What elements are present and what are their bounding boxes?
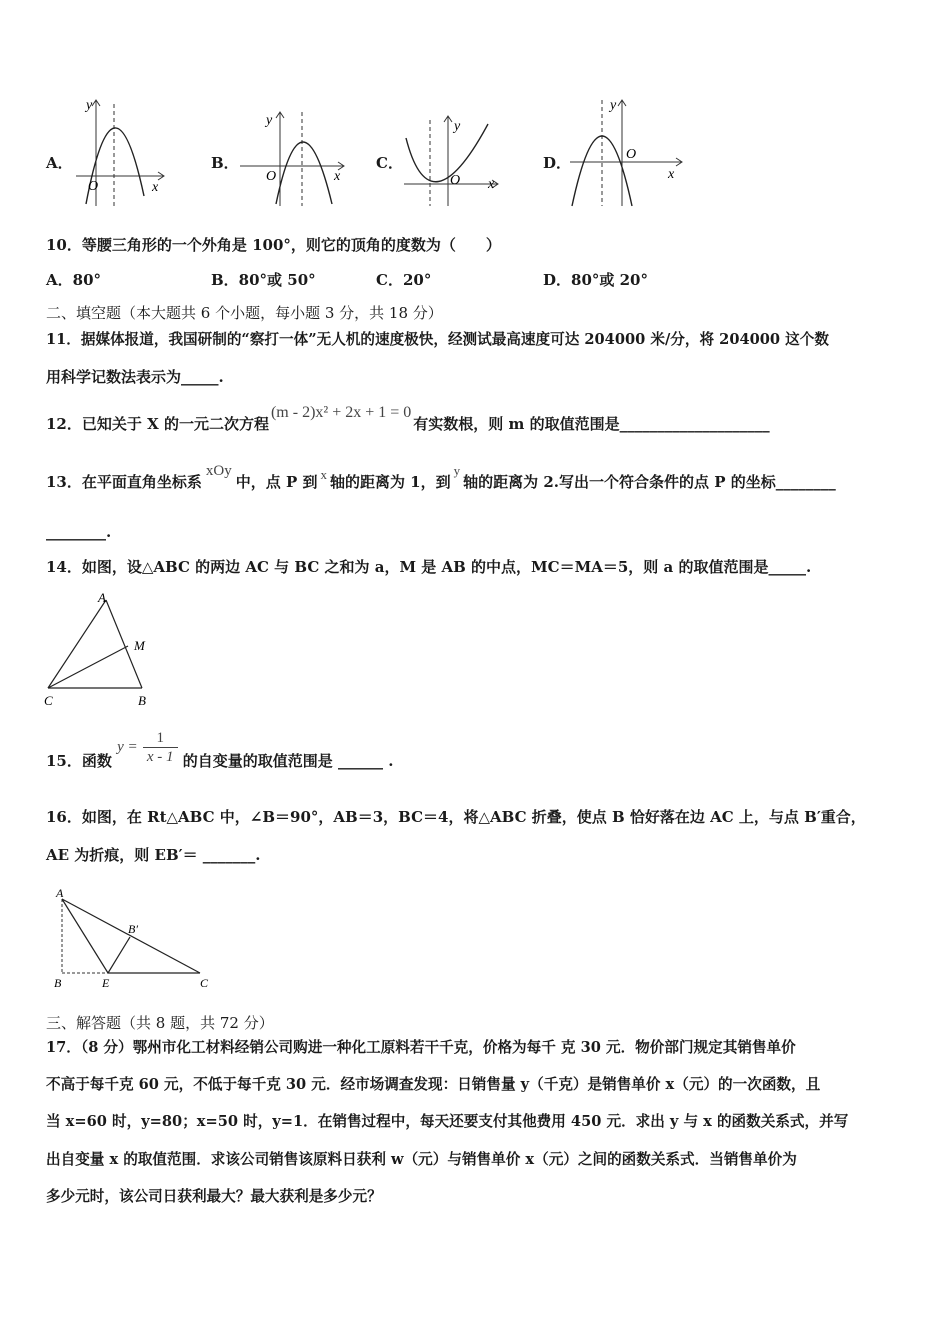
- q10-option-a: A．80°: [46, 271, 102, 289]
- q9-option-d-graph: [568, 96, 686, 208]
- q12-suffix: 有实数根，则 m 的取值范围是____________________: [413, 415, 770, 433]
- q13-math-y: y: [453, 463, 461, 478]
- q12-formula: (m - 2)x² + 2x + 1 = 0: [270, 404, 412, 421]
- q17-line4: 出自变量 x 的取值范围．求该公司销售该原料日获利 w（元）与销售单价 x（元）之间的函数关系式．当销售单价为: [46, 1151, 797, 1168]
- q9-option-c-graph: [402, 112, 504, 208]
- y-axis-label: y: [86, 98, 93, 113]
- q17-line5: 多少元时，该公司日获利最大？最大获利是多少元？: [46, 1188, 382, 1205]
- q13-line2: ________.: [46, 523, 112, 541]
- q15-line: [46, 724, 393, 769]
- point-e-label: E: [102, 976, 110, 990]
- q14-triangle-figure: [40, 588, 158, 712]
- point-b-prime-label: B′: [128, 922, 138, 936]
- q16-line2: AE 为折痕，则 EB′＝ _______.: [46, 846, 261, 864]
- q15-denominator: x - 1: [146, 748, 174, 765]
- origin-label: O: [266, 169, 277, 184]
- vertex-b-label: B: [138, 693, 146, 708]
- q13-line1: [46, 463, 836, 493]
- q10-option-b: B．80°或 50°: [211, 271, 316, 289]
- q9-option-c-label: C．: [376, 154, 403, 172]
- q12-prefix: 12．已知关于 X 的一元二次方程: [46, 415, 269, 433]
- q12-line: [46, 404, 770, 435]
- q11-line2: 用科学记数法表示为_____.: [46, 368, 224, 386]
- q17-line3: 当 x=60 时，y=80；x=50 时，y=1．在销售过程中，每天还要支付其他费用 450 元．求出 y 与 x 的函数关系式，并写: [46, 1113, 849, 1130]
- q11-line1: 11．据媒体报道，我国研制的“察打一体”无人机的速度极快，经测试最高速度可达 204000 米/分，将 204000 这个数: [46, 331, 829, 348]
- vertex-a-label: A: [98, 590, 106, 605]
- q13-math-x: x: [320, 467, 327, 482]
- origin-label: O: [450, 173, 461, 188]
- q13-text-1: 13．在平面直角坐标系: [46, 473, 202, 491]
- x-axis-label: x: [668, 167, 675, 182]
- q9-option-d-label: D．: [543, 154, 572, 172]
- q13-text-2: 中，点 P 到: [235, 473, 318, 491]
- vertex-c-label: C: [44, 693, 53, 708]
- origin-label: O: [626, 147, 637, 162]
- q13-text-3: 轴的距离为 1，到: [329, 473, 451, 491]
- y-axis-label: y: [266, 113, 273, 128]
- q14-stem: 14．如图，设△ABC 的两边 AC 与 BC 之和为 a，M 是 AB 的中点，MC＝MA＝5，则 a 的取值范围是_____.: [46, 558, 812, 576]
- vertex-c-label: C: [200, 976, 209, 990]
- x-axis-label: x: [488, 177, 495, 192]
- q10-option-c: C．20°: [376, 271, 432, 289]
- origin-label: O: [88, 179, 99, 194]
- q15-prefix: 15．函数: [46, 752, 112, 770]
- q16-fold-figure: [50, 885, 220, 993]
- x-axis-label: x: [152, 180, 159, 195]
- q17-line1: 17．（8 分）鄂州市化工材料经销公司购进一种化工原料若干千克，价格为每千 克 30 元．物价部门规定其销售单价: [46, 1039, 796, 1056]
- q13-text-4: 轴的距离为 2.写出一个符合条件的点 P 的坐标________: [463, 473, 836, 491]
- q9-option-a-label: A．: [46, 154, 73, 172]
- point-m-label: M: [134, 638, 145, 653]
- q10-stem: 10．等腰三角形的一个外角是 100°，则它的顶角的度数为（ ）: [46, 236, 501, 254]
- section-2-heading: 二、填空题（本大题共 6 个小题，每小题 3 分，共 18 分）: [46, 304, 443, 322]
- x-axis-label: x: [334, 169, 341, 184]
- section-3-heading: 三、解答题（共 8 题，共 72 分）: [46, 1014, 274, 1032]
- q9-option-b-label: B．: [211, 154, 239, 172]
- q16-line1: 16．如图，在 Rt△ABC 中，∠B＝90°，AB＝3，BC＝4，将△ABC 折叠，使点 B 恰好落在边 AC 上，与点 B′重合，: [46, 808, 866, 826]
- q13-math-xoy: xOy: [205, 463, 232, 479]
- q10-option-d: D．80°或 20°: [543, 271, 648, 289]
- q17-line2: 不高于每千克 60 元，不低于每千克 30 元．经市场调查发现：日销售量 y（千克）是销售单价 x（元）的一次函数，且: [46, 1076, 821, 1093]
- y-axis-label: y: [454, 119, 461, 134]
- q9-option-b-graph: [238, 108, 348, 208]
- q9-option-a-graph: [72, 96, 167, 208]
- q15-fraction: [143, 729, 178, 766]
- q15-suffix: 的自变量的取值范围是 ______ .: [182, 752, 394, 770]
- q15-lhs: y =: [117, 739, 138, 755]
- q15-numerator: 1: [143, 729, 178, 748]
- y-axis-label: y: [610, 98, 617, 113]
- vertex-a-label: A: [56, 886, 64, 900]
- vertex-b-label: B: [54, 976, 62, 990]
